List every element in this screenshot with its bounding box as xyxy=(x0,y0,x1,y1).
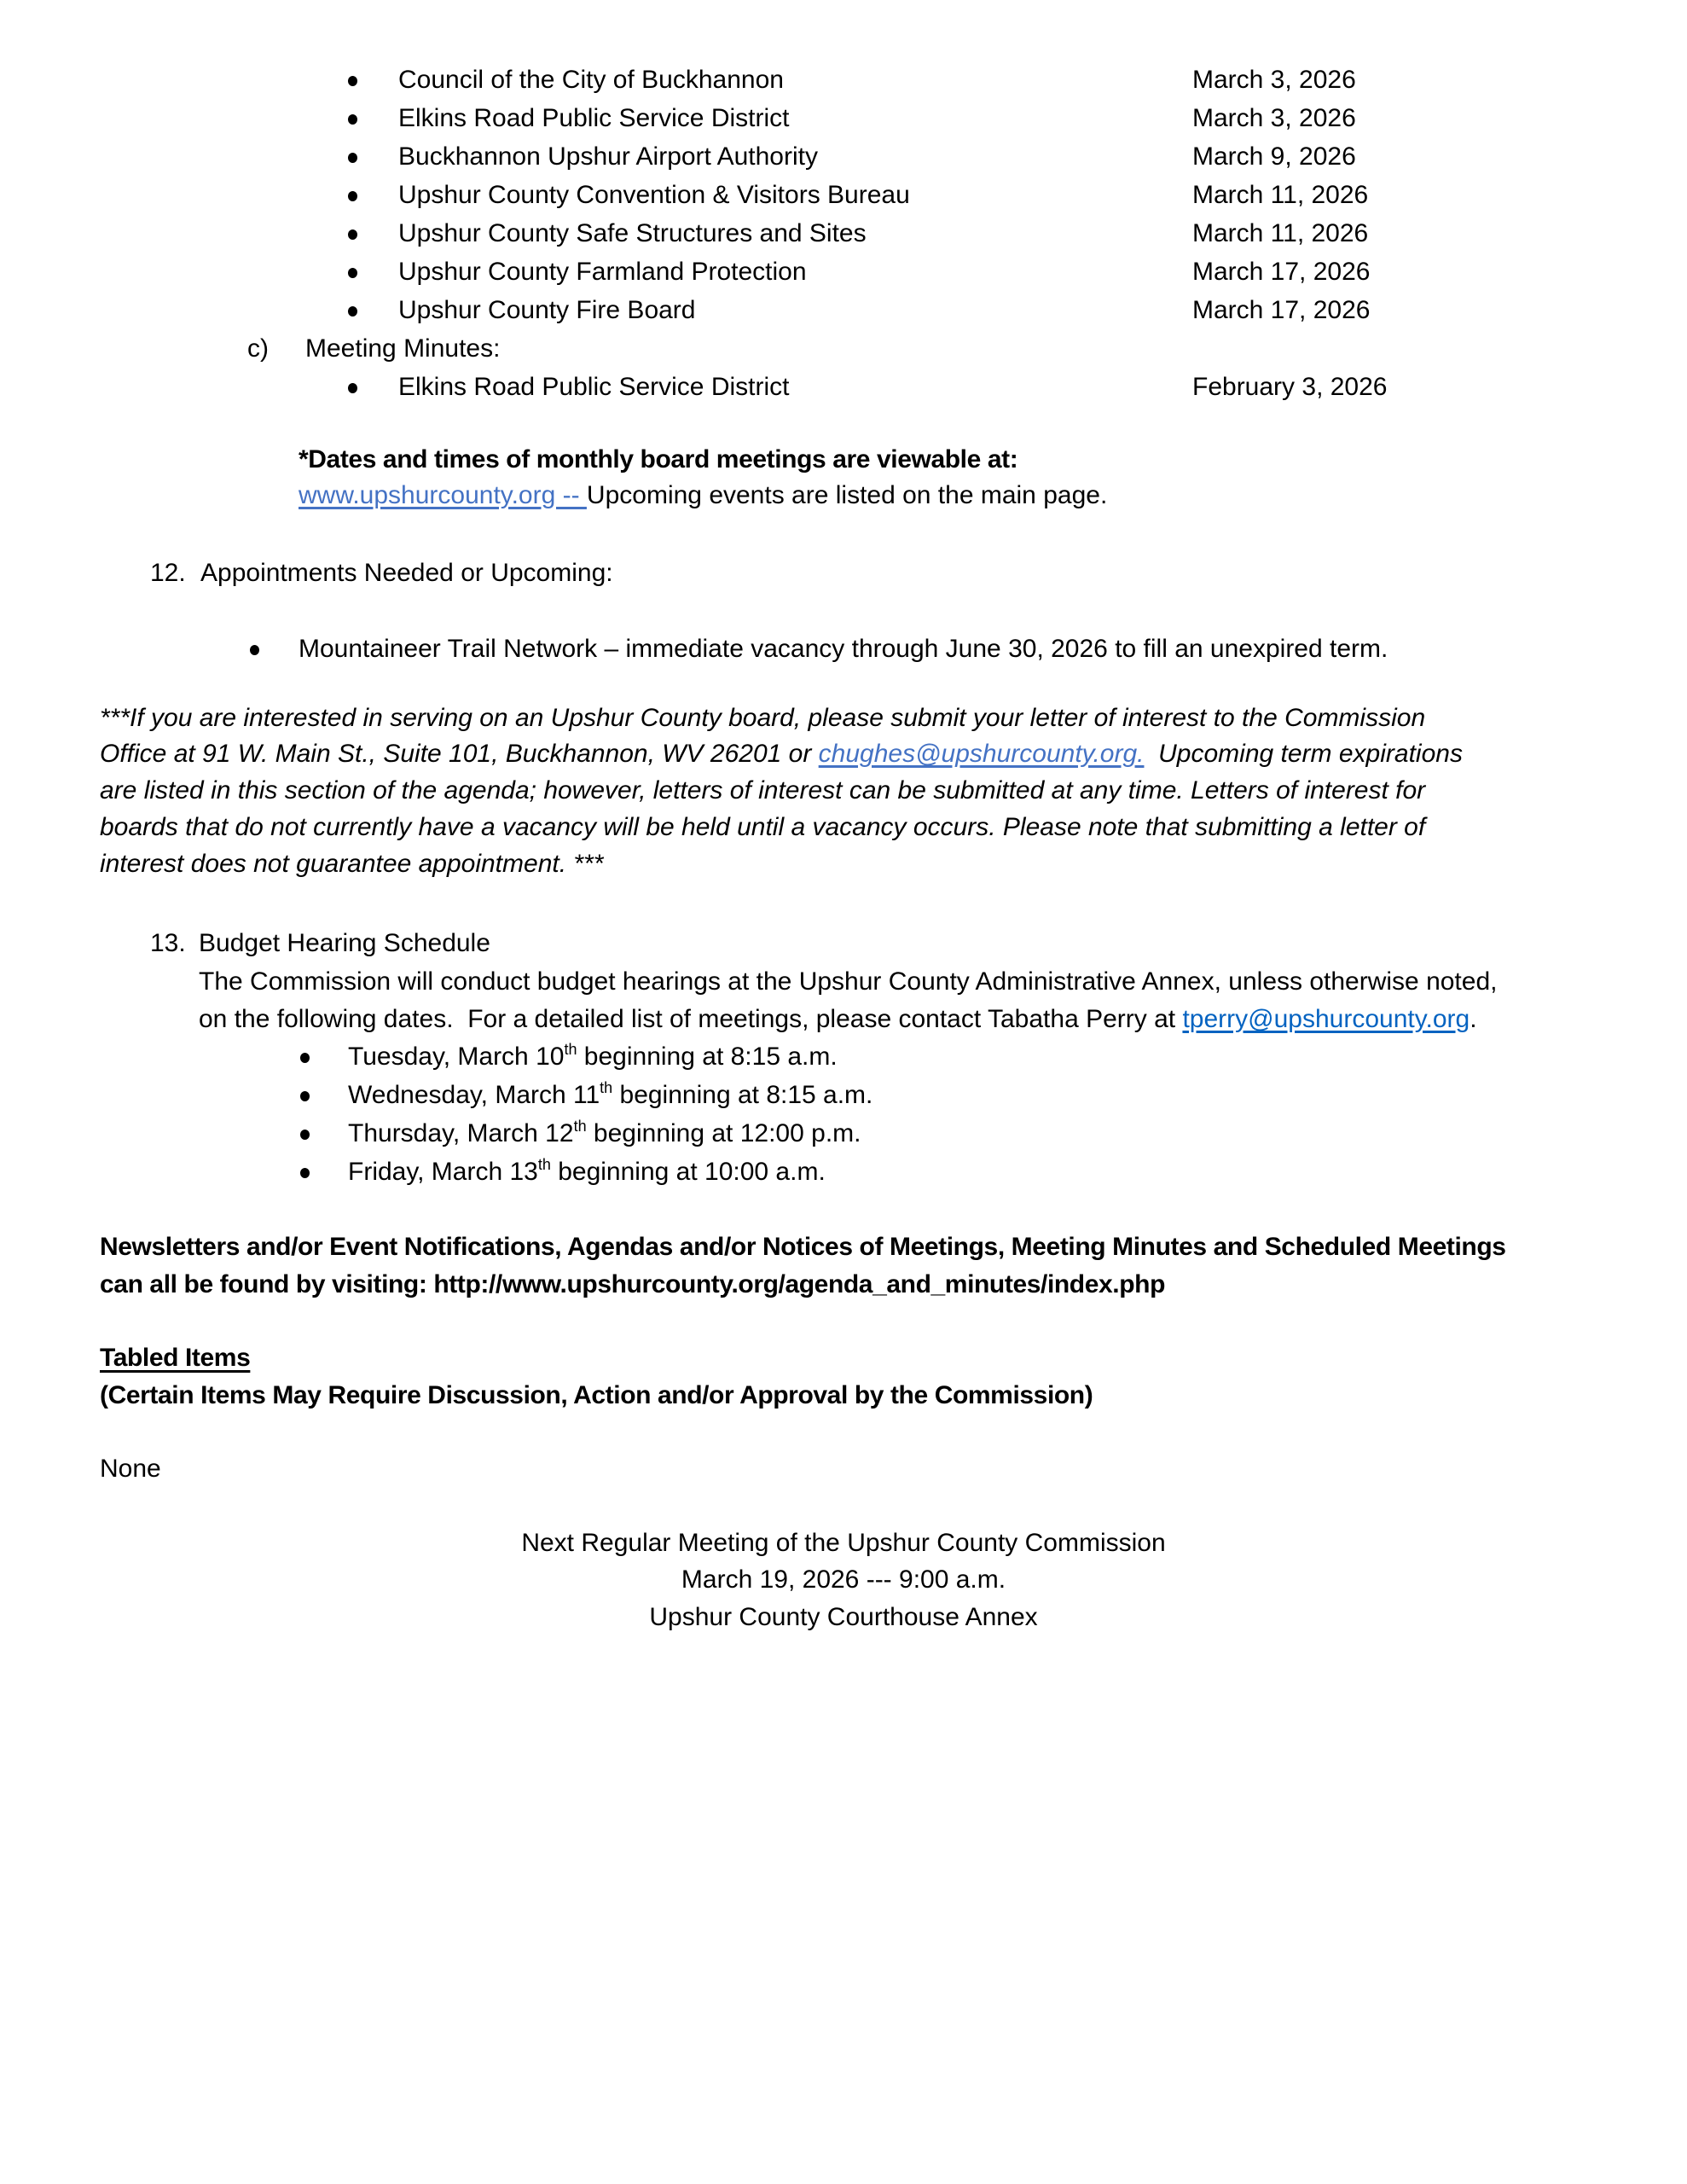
hearing-day: Tuesday, March 10 xyxy=(348,1043,565,1071)
bullet-icon xyxy=(348,114,357,125)
meeting-date: March 17, 2026 xyxy=(1192,296,1371,324)
meeting-name: Upshur County Fire Board xyxy=(398,296,696,324)
bullet-icon xyxy=(300,1130,310,1140)
newsletters-line: Newsletters and/or Event Notifications, Agendas and/or Notices of Meetings, Meeting Minutes and Scheduled Meetings xyxy=(100,1233,1506,1261)
hearing-time: beginning at 8:15 a.m. xyxy=(612,1081,873,1109)
meeting-date: March 11, 2026 xyxy=(1192,219,1369,247)
bullet-icon xyxy=(300,1091,310,1101)
section-number: 13. xyxy=(150,929,186,957)
notice-suffix: Upcoming term expirations xyxy=(1144,740,1463,768)
meeting-date: March 9, 2026 xyxy=(1192,142,1356,171)
bullet-icon xyxy=(348,191,357,201)
hearing-time: beginning at 8:15 a.m. xyxy=(577,1043,838,1071)
ordinal-suffix: th xyxy=(537,1156,551,1173)
hearing-time: beginning at 10:00 a.m. xyxy=(550,1158,826,1186)
newsletters-url-line[interactable]: can all be found by visiting: http://www.upshurcounty.org/agenda_and_minutes/index.php xyxy=(100,1270,1166,1298)
budget-description xyxy=(199,1004,1477,1035)
tabled-items-subheading: (Certain Items May Require Discussion, Action and/or Approval by the Commission) xyxy=(100,1381,1093,1409)
budget-desc-prefix: on the following dates. For a detailed list of meetings, please contact Tabatha Perry at xyxy=(199,1005,1183,1033)
meeting-name: Buckhannon Upshur Airport Authority xyxy=(398,142,818,171)
bullet-icon xyxy=(348,383,357,393)
dates-note-line xyxy=(299,480,1107,511)
next-meeting-title: Next Regular Meeting of the Upshur County Commission xyxy=(521,1529,1166,1557)
meeting-name: Upshur County Convention & Visitors Bureau xyxy=(398,181,910,209)
minutes-name: Elkins Road Public Service District xyxy=(398,373,790,401)
ordinal-suffix: th xyxy=(573,1118,587,1135)
bullet-icon xyxy=(348,306,357,317)
appointment-item: Mountaineer Trail Network – immediate vacancy through June 30, 2026 to fill an unexpired term. xyxy=(299,635,1388,663)
meeting-date: March 17, 2026 xyxy=(1192,258,1371,286)
notice-line xyxy=(100,739,1463,770)
meeting-name: Upshur County Safe Structures and Sites xyxy=(398,219,867,247)
hearing-item xyxy=(348,1042,838,1072)
meeting-minutes-label: Meeting Minutes: xyxy=(305,334,501,363)
section-number: 12. xyxy=(150,559,186,587)
upshurcounty-link[interactable]: www.upshurcounty.org -- xyxy=(299,481,587,509)
meeting-date: March 3, 2026 xyxy=(1192,66,1356,94)
tabled-items-heading: Tabled Items xyxy=(100,1344,251,1372)
meeting-date: March 11, 2026 xyxy=(1192,181,1369,209)
section-title: Appointments Needed or Upcoming: xyxy=(200,559,613,587)
hearing-day: Wednesday, March 11 xyxy=(348,1081,600,1109)
tabled-items-content: None xyxy=(100,1455,161,1483)
tperry-email-link[interactable]: tperry@upshurcounty.org xyxy=(1182,1005,1470,1033)
minutes-date: February 3, 2026 xyxy=(1192,373,1388,401)
notice-line: interest does not guarantee appointment. *** xyxy=(100,850,604,878)
section-title: Budget Hearing Schedule xyxy=(199,929,490,957)
ordinal-suffix: th xyxy=(564,1041,577,1058)
ordinal-suffix: th xyxy=(600,1079,613,1096)
bullet-icon xyxy=(348,153,357,163)
meeting-date: March 3, 2026 xyxy=(1192,104,1356,132)
hearing-item xyxy=(348,1157,826,1188)
chughes-email-link[interactable]: chughes@upshurcounty.org. xyxy=(818,740,1145,768)
hearing-day: Thursday, March 12 xyxy=(348,1119,574,1147)
next-meeting-location: Upshur County Courthouse Annex xyxy=(649,1603,1038,1631)
dates-note-heading: *Dates and times of monthly board meetings are viewable at: xyxy=(299,445,1018,473)
dates-note-suffix: Upcoming events are listed on the main page. xyxy=(586,481,1108,509)
budget-description: The Commission will conduct budget hearings at the Upshur County Administrative Annex, unless otherwise noted, xyxy=(199,967,1498,996)
bullet-icon xyxy=(300,1053,310,1063)
meeting-name: Council of the City of Buckhannon xyxy=(398,66,784,94)
notice-prefix: Office at 91 W. Main St., Suite 101, Buckhannon, WV 26201 or xyxy=(100,740,819,768)
bullet-icon xyxy=(348,229,357,240)
bullet-icon xyxy=(300,1168,310,1178)
hearing-item xyxy=(348,1080,872,1111)
meeting-name: Upshur County Farmland Protection xyxy=(398,258,807,286)
hearing-item xyxy=(348,1118,861,1149)
bullet-icon xyxy=(348,76,357,86)
next-meeting-datetime: March 19, 2026 --- 9:00 a.m. xyxy=(681,1565,1006,1594)
notice-line: are listed in this section of the agenda; however, letters of interest can be submitted at any time. Letters of interest for xyxy=(100,776,1426,804)
budget-desc-suffix: . xyxy=(1470,1005,1477,1033)
notice-line: ***If you are interested in serving on an Upshur County board, please submit your letter of interest to the Commission xyxy=(100,704,1426,732)
hearing-time: beginning at 12:00 p.m. xyxy=(586,1119,861,1147)
bullet-icon xyxy=(348,268,357,278)
meeting-name: Elkins Road Public Service District xyxy=(398,104,790,132)
bullet-icon xyxy=(250,645,259,655)
notice-line: boards that do not currently have a vacancy will be held until a vacancy occurs. Please note that submitting a letter of xyxy=(100,813,1426,841)
list-marker: c) xyxy=(247,334,269,363)
hearing-day: Friday, March 13 xyxy=(348,1158,538,1186)
